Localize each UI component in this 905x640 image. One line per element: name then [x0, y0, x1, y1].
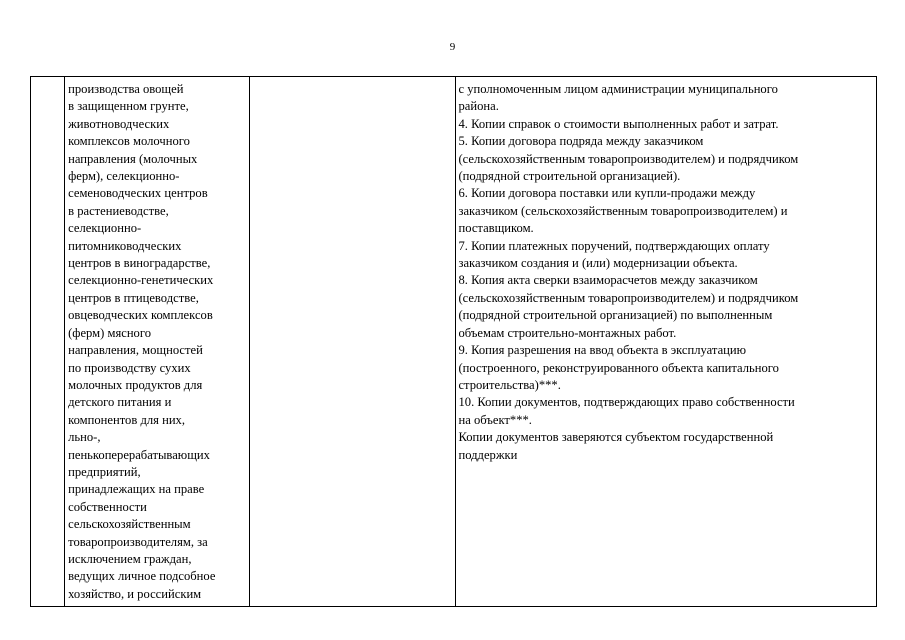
- document-table: [30, 76, 877, 607]
- text-line: селекционно-генетических: [68, 273, 214, 288]
- text-line: с уполномоченным лицом администрации муниципального: [458, 82, 778, 96]
- text-line: в защищенном грунте,: [68, 99, 189, 114]
- text-line: принадлежащих на праве: [68, 482, 205, 497]
- text-line: (ферм) мясного: [68, 325, 152, 340]
- page-number: 9: [449, 41, 456, 53]
- text-line: поставщиком.: [458, 221, 534, 236]
- text-line: 4. Копии справок о стоимости выполненных работ и затрат.: [458, 116, 779, 131]
- text-line: в растениеводстве,: [68, 203, 169, 218]
- text-line: исключением граждан,: [68, 551, 192, 566]
- text-line: селекционно-: [68, 221, 142, 236]
- text-line: поддержки: [458, 447, 518, 462]
- text-line: (подрядной строительной организацией).: [458, 169, 681, 184]
- documents-list-text: [456, 77, 876, 464]
- text-line: ведущих личное подсобное: [68, 569, 216, 584]
- text-line: центров в птицеводстве,: [68, 290, 199, 305]
- text-line: компонентов для них,: [68, 412, 186, 427]
- text-line: 6. Копии договора поставки или купли-продажи между: [458, 186, 756, 201]
- text-line: ферм), селекционно-: [68, 169, 180, 184]
- text-line: семеноводческих центров: [68, 186, 208, 201]
- table-cell-number: [31, 77, 65, 607]
- text-line: на объект***.: [458, 412, 532, 427]
- text-line: молочных продуктов для: [68, 377, 203, 392]
- text-line: 8. Копия акта сверки взаиморасчетов между заказчиком: [458, 273, 758, 288]
- text-line: производства овощей: [68, 82, 184, 96]
- text-line: 10. Копии документов, подтверждающих право собственности: [458, 395, 795, 410]
- text-line: 5. Копии договора подряда между заказчиком: [458, 134, 704, 149]
- text-line: объемам строительно-монтажных работ.: [458, 325, 677, 340]
- text-line: 7. Копии платежных поручений, подтверждающих оплату: [458, 238, 770, 253]
- text-line: детского питания и: [68, 395, 172, 410]
- text-line: направления (молочных: [68, 151, 198, 166]
- text-line: льно-,: [68, 430, 101, 445]
- table-cell-empty: [249, 77, 456, 607]
- text-line: овцеводческих комплексов: [68, 308, 213, 323]
- text-line: питомниководческих: [68, 238, 182, 253]
- text-line: (построенного, реконструированного объекта капитального: [458, 360, 779, 375]
- text-line: по производству сухих: [68, 360, 191, 375]
- text-line: комплексов молочного: [68, 134, 190, 149]
- text-line: предприятий,: [68, 464, 141, 479]
- text-line: собственности: [68, 499, 147, 514]
- text-line: пенькоперерабатывающих: [68, 447, 210, 462]
- text-line: хозяйство, и российским: [68, 586, 202, 601]
- table-cell-object-description: [65, 77, 250, 607]
- text-line: строительства)***.: [458, 377, 561, 392]
- text-line: животноводческих: [68, 116, 170, 131]
- text-line: направления, мощностей: [68, 343, 203, 358]
- text-line: центров в виноградарстве,: [68, 256, 211, 271]
- text-line: (подрядной строительной организацией) по выполненным: [458, 308, 773, 323]
- text-line: района.: [458, 99, 499, 114]
- text-line: 9. Копия разрешения на ввод объекта в эксплуатацию: [458, 343, 747, 358]
- text-line: Копии документов заверяются субъектом государственной: [458, 430, 774, 445]
- text-line: (сельскохозяйственным товаропроизводителем) и подрядчиком: [458, 290, 799, 305]
- text-line: заказчиком (сельскохозяйственным товаропроизводителем) и: [458, 203, 788, 218]
- table-cell-documents-list: [456, 77, 877, 607]
- object-description-text: [65, 77, 249, 603]
- text-line: (сельскохозяйственным товаропроизводителем) и подрядчиком: [458, 151, 799, 166]
- text-line: заказчиком создания и (или) модернизации объекта.: [458, 256, 738, 271]
- table-row: [31, 77, 877, 607]
- text-line: товаропроизводителям, за: [68, 534, 208, 549]
- text-line: сельскохозяйственным: [68, 517, 191, 532]
